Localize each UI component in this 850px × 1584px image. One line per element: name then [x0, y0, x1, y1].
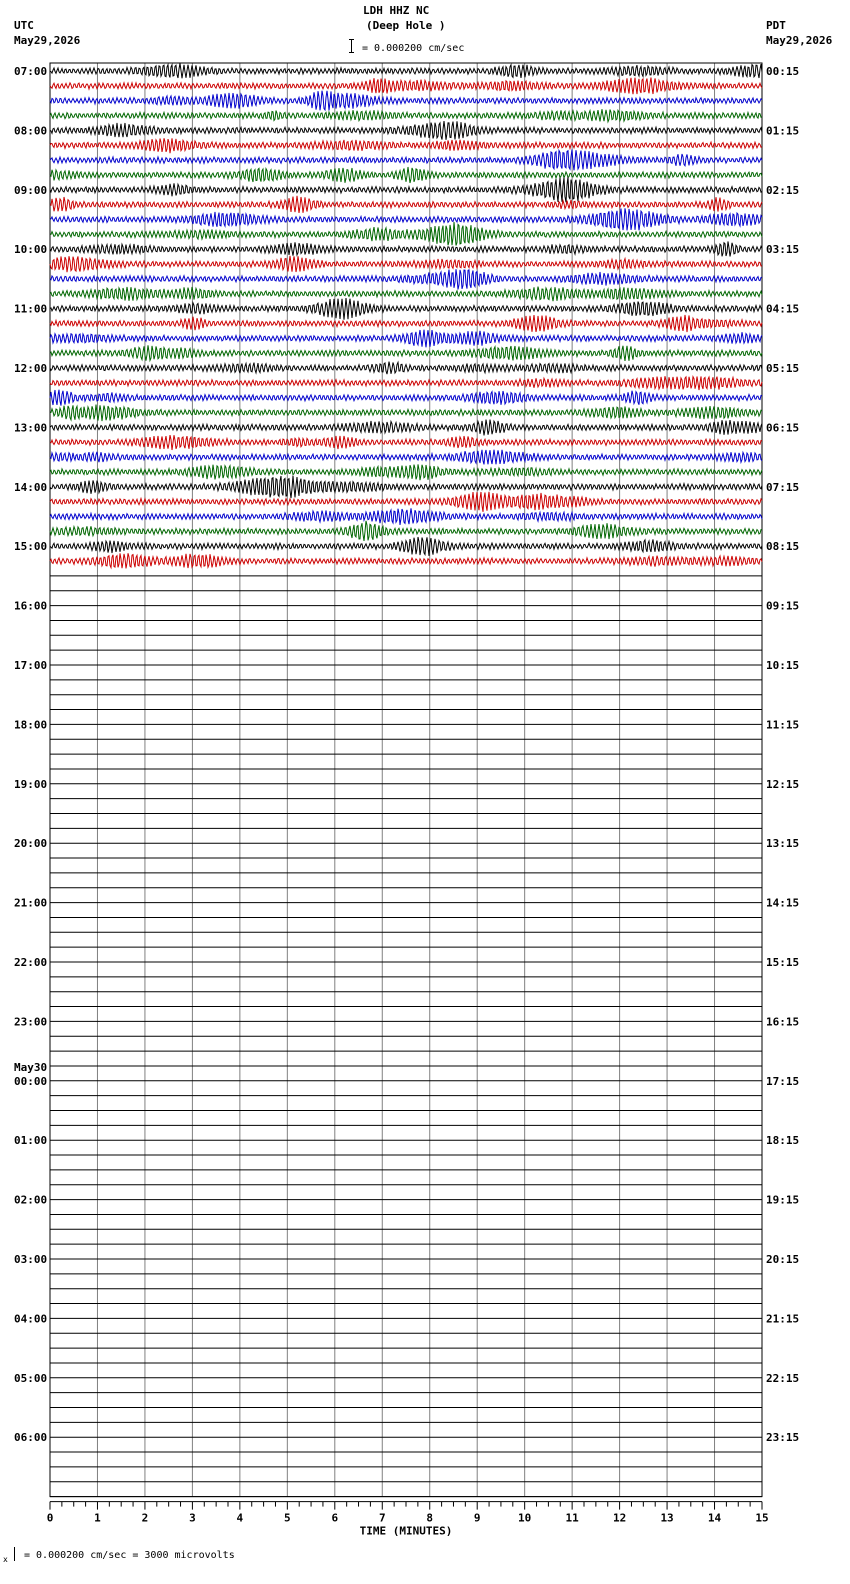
right-hour-label: 13:15	[766, 837, 800, 851]
left-hour-label: 16:00	[14, 599, 48, 613]
right-hour-label: 22:15	[766, 1371, 800, 1385]
right-hour-label: 00:15	[766, 65, 800, 78]
station-title: LDH HHZ NC	[363, 4, 430, 17]
seismic-trace	[50, 208, 762, 230]
x-tick-label: 13	[660, 1511, 674, 1525]
seismic-trace	[50, 464, 762, 480]
left-hour-label: 06:00	[14, 1431, 48, 1445]
seismic-trace	[50, 63, 762, 78]
seismic-trace	[50, 91, 762, 111]
footer-scale-bar-icon	[14, 1547, 15, 1561]
seismic-trace	[50, 420, 762, 436]
right-hour-label: 23:15	[766, 1431, 800, 1445]
seismic-trace	[50, 390, 762, 406]
date-change-label: May30	[14, 1060, 48, 1074]
seismic-trace	[50, 287, 762, 302]
x-tick-label: 2	[141, 1511, 149, 1525]
left-hour-label: 05:00	[14, 1371, 48, 1385]
plot-frame	[50, 63, 762, 1497]
left-hour-label: 01:00	[14, 1134, 48, 1148]
left-hour-label: 00:00	[14, 1074, 48, 1088]
x-axis-label: TIME (MINUTES)	[359, 1524, 453, 1538]
x-tick-label: 4	[236, 1511, 244, 1525]
left-hour-label: 21:00	[14, 896, 48, 910]
left-hour-label: 13:00	[14, 421, 48, 435]
seismic-trace	[50, 121, 762, 140]
x-tick-label: 12	[612, 1511, 627, 1525]
left-hour-label: 15:00	[14, 540, 48, 554]
seismic-trace	[50, 269, 762, 289]
right-hour-label: 06:15	[766, 421, 800, 435]
left-hour-label: 03:00	[14, 1253, 48, 1266]
right-hour-label: 07:15	[766, 480, 800, 494]
x-tick-label: 1	[94, 1511, 101, 1525]
right-hour-label: 01:15	[766, 124, 800, 138]
left-hour-label: 20:00	[14, 837, 48, 851]
seismic-trace	[50, 435, 762, 450]
right-date: May29,2026	[766, 34, 833, 47]
x-tick-label: 7	[378, 1511, 386, 1525]
right-timezone: PDT	[766, 19, 786, 32]
seismic-trace	[50, 508, 762, 525]
seismic-trace	[50, 492, 762, 512]
seismic-trace	[50, 298, 762, 320]
right-hour-label: 09:15	[766, 599, 800, 613]
left-hour-label: 12:00	[14, 362, 48, 375]
right-hour-label: 05:15	[766, 362, 800, 375]
left-date: May29,2026	[14, 34, 81, 47]
right-hour-label: 08:15	[766, 540, 800, 554]
seismic-trace	[50, 256, 762, 272]
seismic-trace	[50, 196, 762, 213]
left-hour-label: 02:00	[14, 1193, 48, 1207]
left-hour-label: 17:00	[14, 659, 48, 672]
right-hour-label: 21:15	[766, 1312, 800, 1326]
seismic-trace	[50, 330, 762, 348]
right-hour-label: 18:15	[766, 1134, 800, 1148]
seismic-trace	[50, 138, 762, 153]
x-tick-label: 9	[473, 1511, 481, 1525]
left-hour-label: 22:00	[14, 956, 48, 969]
left-timezone: UTC	[14, 19, 34, 32]
left-hour-label: 04:00	[14, 1312, 48, 1326]
seismic-trace	[50, 241, 762, 256]
right-hour-label: 19:15	[766, 1193, 800, 1207]
seismic-trace	[50, 78, 762, 95]
right-hour-label: 03:15	[766, 243, 800, 257]
seismic-trace	[50, 167, 762, 183]
scale-text: = 0.000200 cm/sec	[362, 43, 465, 54]
right-hour-label: 11:15	[766, 718, 800, 732]
left-hour-label: 08:00	[14, 124, 48, 138]
left-hour-label: 19:00	[14, 777, 48, 791]
x-tick-label: 10	[518, 1511, 532, 1525]
x-tick-label: 3	[189, 1511, 196, 1525]
footer-marker-icon: x	[3, 1555, 8, 1564]
x-tick-label: 11	[565, 1511, 579, 1525]
right-hour-label: 16:15	[766, 1015, 800, 1029]
seismic-trace	[50, 362, 762, 375]
x-tick-label: 6	[331, 1511, 339, 1525]
x-tick-label: 15	[755, 1511, 769, 1525]
footer-scale-text: = 0.000200 cm/sec = 3000 microvolts	[24, 1550, 235, 1561]
right-hour-label: 02:15	[766, 183, 800, 197]
right-hour-label: 15:15	[766, 956, 800, 969]
x-tick-label: 14	[707, 1511, 722, 1525]
right-hour-label: 10:15	[766, 659, 800, 672]
x-tick-label: 8	[426, 1511, 434, 1525]
right-hour-label: 04:15	[766, 302, 800, 316]
right-hour-label: 14:15	[766, 896, 800, 910]
x-tick-label: 0	[46, 1511, 54, 1525]
left-hour-label: 18:00	[14, 718, 48, 732]
left-hour-label: 11:00	[14, 302, 48, 316]
seismic-trace	[50, 450, 762, 465]
left-hour-label: 09:00	[14, 183, 48, 197]
left-hour-label: 14:00	[14, 480, 48, 494]
seismic-trace	[50, 149, 762, 170]
seismic-trace	[50, 315, 762, 332]
left-hour-label: 10:00	[14, 243, 48, 257]
seismic-trace	[50, 405, 762, 422]
seismic-trace	[50, 476, 762, 498]
seismic-trace	[50, 537, 762, 556]
right-hour-label: 20:15	[766, 1253, 800, 1266]
seismic-trace	[50, 553, 762, 568]
right-hour-label: 17:15	[766, 1074, 800, 1088]
left-hour-label: 07:00	[14, 65, 48, 78]
seismic-trace	[50, 109, 762, 122]
seismic-trace	[50, 345, 762, 361]
x-tick-label: 5	[284, 1511, 291, 1525]
seismic-trace	[50, 521, 762, 541]
station-location: (Deep Hole )	[366, 19, 446, 32]
seismic-trace	[50, 376, 762, 390]
left-hour-label: 23:00	[14, 1015, 48, 1029]
right-hour-label: 12:15	[766, 777, 800, 791]
